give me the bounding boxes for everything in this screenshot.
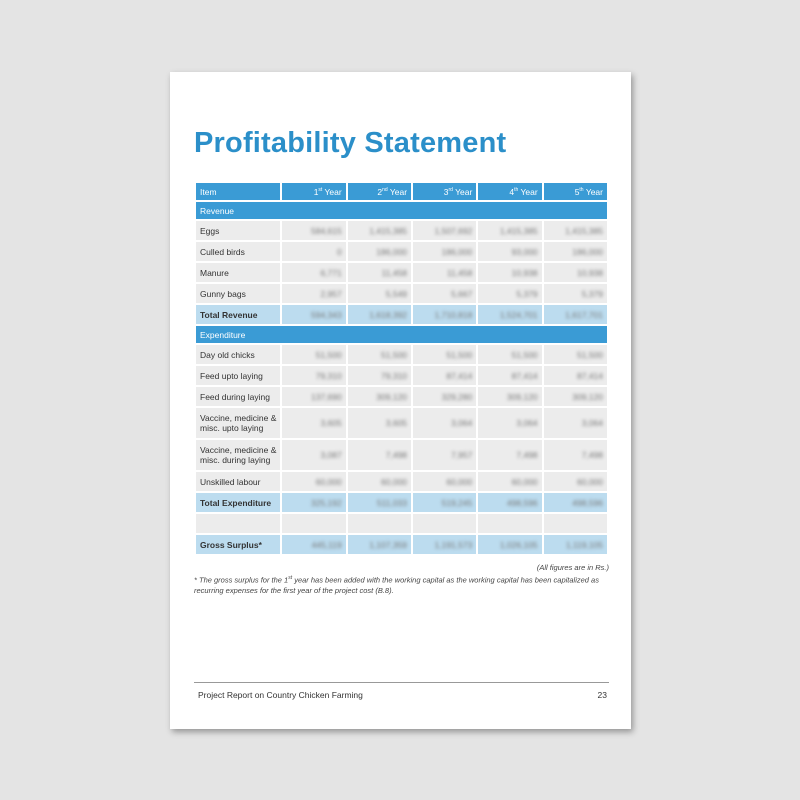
cell-value-text: 7,498 xyxy=(516,450,538,460)
table-row xyxy=(196,263,607,282)
cell-value-text: 3,087 xyxy=(320,450,342,460)
cell-value-text: 87,414 xyxy=(446,370,473,381)
row-label: Vaccine, medicine & misc. upto laying xyxy=(196,408,280,438)
cell-value-text: 186,000 xyxy=(376,246,408,257)
cell-value-text: 10,938 xyxy=(511,267,538,278)
row-label: Unskilled labour xyxy=(196,472,280,491)
cell-value xyxy=(544,472,607,491)
cell-value xyxy=(544,305,607,324)
cell-value-text: 1,524,701 xyxy=(499,309,538,320)
cell-value-text: 51,500 xyxy=(511,349,538,360)
cell-value-text: 60,000 xyxy=(381,476,408,487)
gross-surplus-row xyxy=(196,535,607,554)
header-year-5 xyxy=(544,183,607,200)
cell-value xyxy=(478,493,541,512)
year-sup: st xyxy=(318,186,323,193)
footnote-sup: st xyxy=(288,575,293,581)
cell-value-text: 7,957 xyxy=(451,450,473,460)
cell-value-text: 1,617,701 xyxy=(565,309,603,320)
cell-value-text: 87,414 xyxy=(511,370,538,381)
cell-value xyxy=(282,345,345,364)
total-revenue-row xyxy=(196,305,607,324)
cell-value xyxy=(348,242,411,261)
cell-value xyxy=(282,535,345,554)
year-sup: nd xyxy=(382,186,388,193)
cell-value xyxy=(282,440,345,470)
cell-value xyxy=(544,493,607,512)
cell-value xyxy=(282,408,345,438)
cell-value xyxy=(478,345,541,364)
footer-divider xyxy=(194,682,609,683)
cell-value-text: 584,615 xyxy=(310,225,342,236)
cell-value xyxy=(348,440,411,470)
cell-value xyxy=(282,472,345,491)
cell-value xyxy=(413,221,476,240)
cell-value-text: 1,415,385 xyxy=(369,225,408,236)
total-expenditure-row xyxy=(196,493,607,512)
year-sup: rd xyxy=(448,186,453,193)
row-label: Total Revenue xyxy=(196,305,280,324)
year-sup: th xyxy=(514,186,519,193)
cell-value xyxy=(348,387,411,406)
cell-value-text: 79,310 xyxy=(315,370,342,381)
cell-value-text: 5,379 xyxy=(516,288,538,299)
cell-value xyxy=(348,263,411,282)
cell-value-text: 5,667 xyxy=(451,288,473,299)
cell-value xyxy=(478,221,541,240)
cell-value-text: 137,690 xyxy=(310,391,342,402)
cell-value xyxy=(544,221,607,240)
cell-value-text: 3,605 xyxy=(320,418,342,428)
cell-value-text: 0 xyxy=(336,246,342,257)
cell-value-text: 10,938 xyxy=(577,267,603,278)
cell-value-text: 11,458 xyxy=(446,267,473,278)
row-label: Culled birds xyxy=(196,242,280,261)
footnote-part2: year has been added with the working capital as the working capital has been capitalized as recurring expenses for the first year of the project cost (B.8). xyxy=(194,575,599,595)
row-label: Eggs xyxy=(196,221,280,240)
row-label: Feed upto laying xyxy=(196,366,280,385)
table-row xyxy=(196,242,607,261)
cell-value-text: 2,957 xyxy=(320,288,342,299)
cell-value xyxy=(413,493,476,512)
cell-value xyxy=(478,440,541,470)
cell-value-text: 1,710,818 xyxy=(434,309,473,320)
spacer-cell xyxy=(348,514,411,533)
cell-value xyxy=(348,366,411,385)
cell-value-text: 498,596 xyxy=(572,497,603,508)
cell-value-text: 51,500 xyxy=(446,349,473,360)
cell-value-text: 60,000 xyxy=(577,476,603,487)
cell-value-text: 60,000 xyxy=(446,476,473,487)
figures-note: (All figures are in Rs.) xyxy=(536,563,609,572)
cell-value xyxy=(413,242,476,261)
year-num: 4 xyxy=(509,186,515,197)
cell-value-text: 3,064 xyxy=(581,418,603,428)
cell-value xyxy=(544,408,607,438)
cell-value xyxy=(282,221,345,240)
cell-value-text: 51,500 xyxy=(381,349,408,360)
cell-value xyxy=(413,345,476,364)
page-number: 23 xyxy=(597,690,607,700)
cell-value-text: 1,415,385 xyxy=(499,225,538,236)
cell-value xyxy=(413,535,476,554)
cell-value xyxy=(348,345,411,364)
year-num: 3 xyxy=(443,186,449,197)
cell-value xyxy=(544,440,607,470)
cell-value xyxy=(282,263,345,282)
cell-value xyxy=(478,366,541,385)
spacer-cell xyxy=(413,514,476,533)
row-label: Gross Surplus* xyxy=(196,535,280,554)
cell-value-text: 79,310 xyxy=(381,370,408,381)
table-row xyxy=(196,284,607,303)
cell-value xyxy=(478,305,541,324)
cell-value xyxy=(413,366,476,385)
cell-value xyxy=(413,305,476,324)
year-label: Year xyxy=(585,186,603,197)
year-num: 2 xyxy=(377,186,383,197)
cell-value xyxy=(478,284,541,303)
cell-value-text: 1,507,692 xyxy=(434,225,473,236)
table-row xyxy=(196,366,607,385)
spacer-cell xyxy=(544,514,607,533)
cell-value-text: 6,771 xyxy=(320,267,342,278)
spacer-cell xyxy=(282,514,345,533)
row-label: Total Expenditure xyxy=(196,493,280,512)
cell-value-text: 1,191,573 xyxy=(434,539,473,550)
cell-value xyxy=(348,284,411,303)
cell-value-text: 3,064 xyxy=(516,418,538,428)
cell-value-text: 498,596 xyxy=(506,497,538,508)
header-item: Item xyxy=(196,183,280,200)
spacer-row xyxy=(196,514,607,533)
profitability-table xyxy=(194,181,609,556)
cell-value xyxy=(348,221,411,240)
header-year-3 xyxy=(413,183,476,200)
table-row xyxy=(196,387,607,406)
cell-value-text: 309,120 xyxy=(572,391,603,402)
cell-value-text: 51,500 xyxy=(315,349,342,360)
table-row xyxy=(196,472,607,491)
cell-value-text: 1,415,385 xyxy=(565,225,603,236)
row-label: Feed during laying xyxy=(196,387,280,406)
cell-value xyxy=(478,263,541,282)
footer-title: Project Report on Country Chicken Farming xyxy=(198,690,363,700)
cell-value xyxy=(348,535,411,554)
cell-value xyxy=(348,472,411,491)
cell-value xyxy=(544,263,607,282)
cell-value-text: 1,026,105 xyxy=(499,539,538,550)
page-title: Profitability Statement xyxy=(194,127,507,159)
cell-value-text: 87,414 xyxy=(577,370,603,381)
cell-value-text: 51,500 xyxy=(577,349,603,360)
cell-value-text: 309,120 xyxy=(506,391,538,402)
document-page xyxy=(170,72,631,729)
section-revenue xyxy=(196,202,607,219)
cell-value xyxy=(544,284,607,303)
section-label: Expenditure xyxy=(196,326,607,343)
cell-value-text: 7,498 xyxy=(385,450,408,460)
cell-value-text: 1,107,359 xyxy=(369,539,408,550)
footnote xyxy=(194,573,612,596)
cell-value xyxy=(282,366,345,385)
cell-value-text: 309,120 xyxy=(376,391,408,402)
year-label: Year xyxy=(389,186,408,197)
cell-value-text: 60,000 xyxy=(315,476,342,487)
cell-value-text: 93,000 xyxy=(511,246,538,257)
cell-value-text: 519,245 xyxy=(441,497,473,508)
row-label: Day old chicks xyxy=(196,345,280,364)
header-year-2 xyxy=(348,183,411,200)
cell-value xyxy=(478,242,541,261)
year-num: 5 xyxy=(574,186,580,197)
cell-value-text: 11,458 xyxy=(381,267,408,278)
cell-value xyxy=(544,242,607,261)
cell-value-text: 594,343 xyxy=(310,309,342,320)
cell-value xyxy=(478,387,541,406)
cell-value xyxy=(348,305,411,324)
section-label: Revenue xyxy=(196,202,607,219)
table-header-row xyxy=(196,183,607,200)
cell-value xyxy=(413,472,476,491)
cell-value-text: 5,379 xyxy=(581,288,603,299)
spacer-cell xyxy=(478,514,541,533)
table-row xyxy=(196,408,607,438)
cell-value-text: 3,605 xyxy=(385,418,408,428)
cell-value xyxy=(413,408,476,438)
section-expenditure xyxy=(196,326,607,343)
year-sup: th xyxy=(579,186,584,193)
footnote-part1: * The gross surplus for the 1 xyxy=(194,575,289,585)
cell-value xyxy=(282,387,345,406)
cell-value-text: 5,549 xyxy=(385,288,408,299)
cell-value xyxy=(544,387,607,406)
year-label: Year xyxy=(455,186,473,197)
header-year-1 xyxy=(282,183,345,200)
cell-value-text: 511,033 xyxy=(376,497,408,508)
cell-value-text: 445,119 xyxy=(311,539,342,550)
cell-value-text: 1,119,105 xyxy=(565,539,603,550)
row-label: Vaccine, medicine & misc. during laying xyxy=(196,440,280,470)
cell-value xyxy=(544,535,607,554)
cell-value xyxy=(282,493,345,512)
cell-value xyxy=(282,242,345,261)
cell-value xyxy=(413,263,476,282)
cell-value xyxy=(348,408,411,438)
cell-value xyxy=(544,366,607,385)
table-row xyxy=(196,440,607,470)
cell-value xyxy=(478,408,541,438)
cell-value-text: 186,000 xyxy=(441,246,473,257)
table-row xyxy=(196,345,607,364)
cell-value-text: 3,064 xyxy=(451,418,473,428)
cell-value-text: 329,280 xyxy=(441,391,473,402)
year-label: Year xyxy=(324,186,342,197)
row-label: Manure xyxy=(196,263,280,282)
cell-value xyxy=(478,535,541,554)
cell-value-text: 60,000 xyxy=(511,476,538,487)
cell-value xyxy=(413,440,476,470)
year-label: Year xyxy=(520,186,538,197)
cell-value xyxy=(413,284,476,303)
cell-value xyxy=(282,284,345,303)
table-row xyxy=(196,221,607,240)
row-label: Gunny bags xyxy=(196,284,280,303)
cell-value xyxy=(348,493,411,512)
year-num: 1 xyxy=(313,186,319,197)
cell-value-text: 325,192 xyxy=(310,497,342,508)
cell-value-text: 1,618,392 xyxy=(369,309,408,320)
cell-value xyxy=(282,305,345,324)
cell-value-text: 186,000 xyxy=(572,246,603,257)
spacer-cell xyxy=(196,514,280,533)
cell-value xyxy=(413,387,476,406)
cell-value xyxy=(478,472,541,491)
cell-value-text: 7,498 xyxy=(581,450,603,460)
cell-value xyxy=(544,345,607,364)
table-body xyxy=(196,202,607,554)
header-year-4 xyxy=(478,183,541,200)
